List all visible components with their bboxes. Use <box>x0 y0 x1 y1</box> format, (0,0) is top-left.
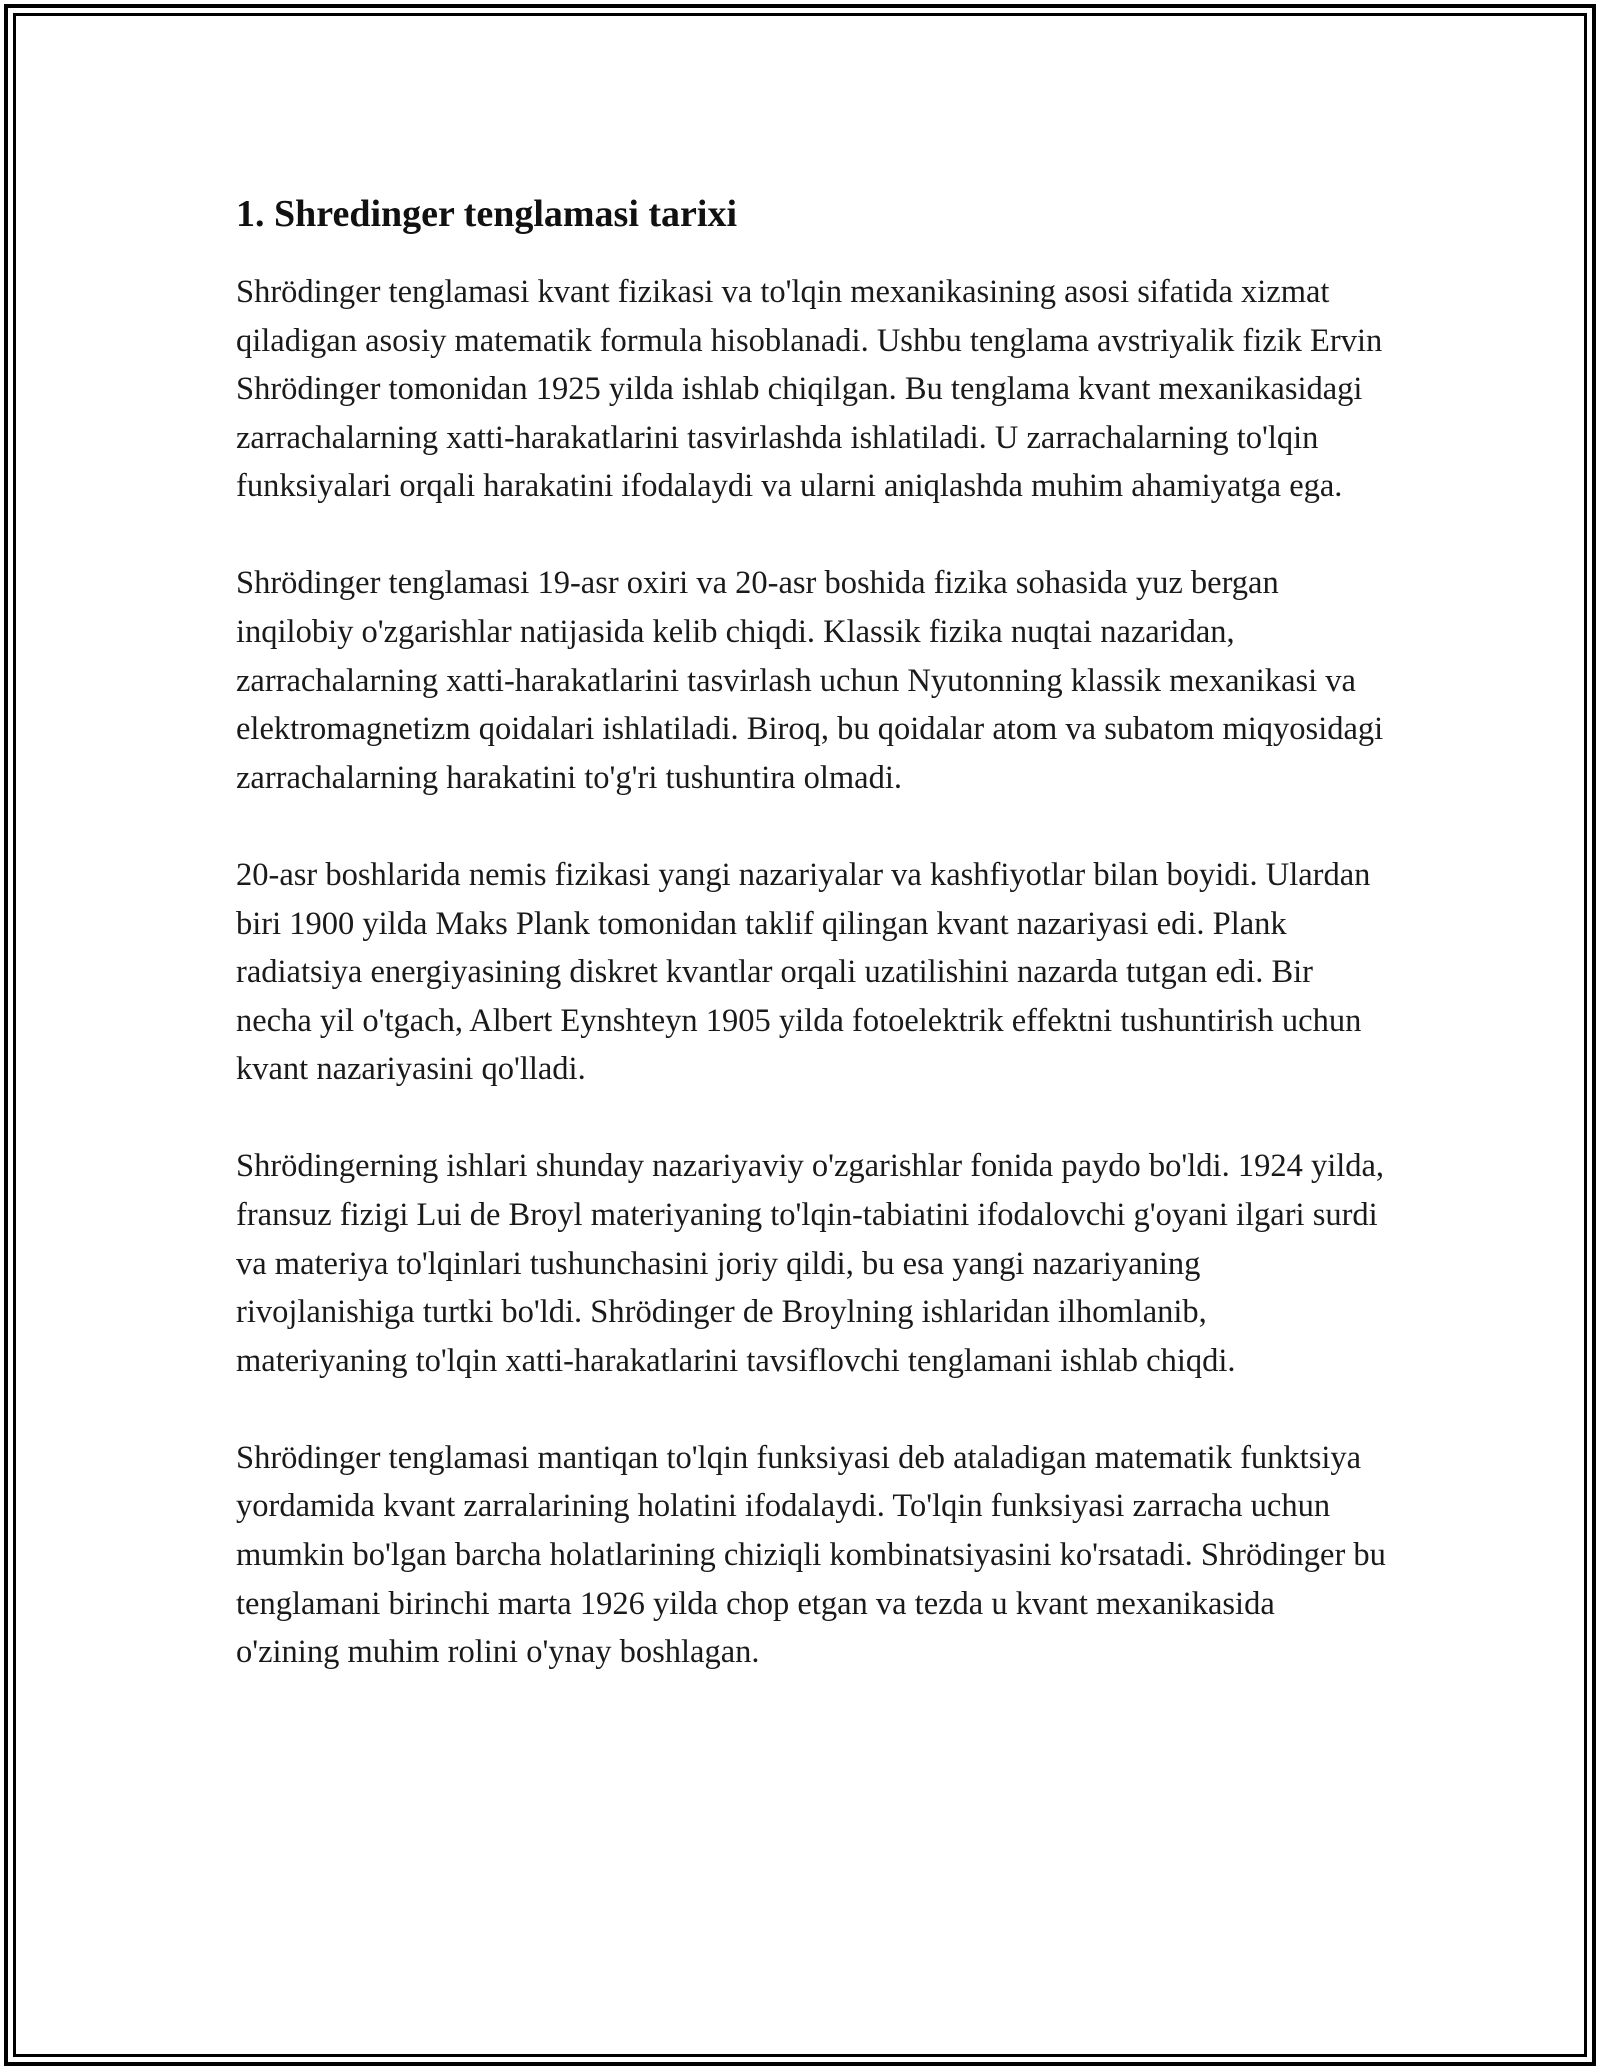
paragraph-5: Shrödinger tenglamasi mantiqan to'lqin funksiyasi deb ataladigan matematik funktsiya yordamida kvant zarralarining holatini ifodalaydi. To'lqin funksiyasi zarracha uchun mumkin bo'lgan barcha holatlarining chiziqli kombinatsiyasini ko'rsatadi. Shrödinger bu tenglamani birinchi marta 1926 yilda chop etgan va tezda u kvant mexanikasida o'zining muhim rolini o'ynay boshlagan. <box>236 1439 1386 1671</box>
paragraph-4: Shrödingerning ishlari shunday nazariyaviy o'zgarishlar fonida paydo bo'ldi. 1924 yilda, fransuz fizigi Lui de Broyl materiyaning to'lqin-tabiatini ifodalovchi g'oyani ilgari surdi va materiya to'lqinlari tushunchasini joriy qildi, bu esa yangi nazariyaning rivojlanishiga turtki bo'ldi. Shrödinger de Broylning ishlaridan ilhomlanib, materiyaning to'lqin xatti-harakatlarini tavsiflovchi tenglamani ishlab chiqdi. <box>236 1148 1385 1379</box>
section-heading: 1. Shredinger tenglamasi tarixi <box>236 193 738 235</box>
document-body <box>236 190 1386 1725</box>
paragraph-1: Shrödinger tenglamasi kvant fizikasi va to'lqin mexanikasining asosi sifatida xizmat qiladigan asosiy matematik formula hisoblanadi. Ushbu tenglama avstriyalik fizik Ervin Shrödinger tomonidan 1925 yilda ishlab chiqilgan. Bu tenglama kvant mexanikasidagi zarrachalarning xatti-harakatlarini tasvirlashda ishlatiladi. U zarrachalarning to'lqin funksiyalari orqali harakatini ifodalaydi va ularni aniqlashda muhim ahamiyatga ega. <box>236 274 1383 505</box>
paragraph-2: Shrödinger tenglamasi 19-asr oxiri va 20-asr boshida fizika sohasida yuz bergan inqilobiy o'zgarishlar natijasida kelib chiqdi. Klassik fizika nuqtai nazaridan, zarrachalarning xatti-harakatlarini tasvirlash uchun Nyutonning klassik mexanikasi va elektromagnetizm qoidalari ishlatiladi. Biroq, bu qoidalar atom va subatom miqyosidagi zarrachalarning harakatini to'g'ri tushuntira olmadi. <box>236 565 1384 796</box>
paragraph-3: 20-asr boshlarida nemis fizikasi yangi nazariyalar va kashfiyotlar bilan boyidi. Ulardan biri 1900 yilda Maks Plank tomonidan taklif qilingan kvant nazariyasi edi. Plank radiatsiya energiyasining diskret kvantlar orqali uzatilishini nazarda tutgan edi. Bir necha yil o'tgach, Albert Eynshteyn 1905 yilda fotoelektrik effektni tushuntirish uchun kvant nazariyasini qo'lladi. <box>236 856 1371 1088</box>
